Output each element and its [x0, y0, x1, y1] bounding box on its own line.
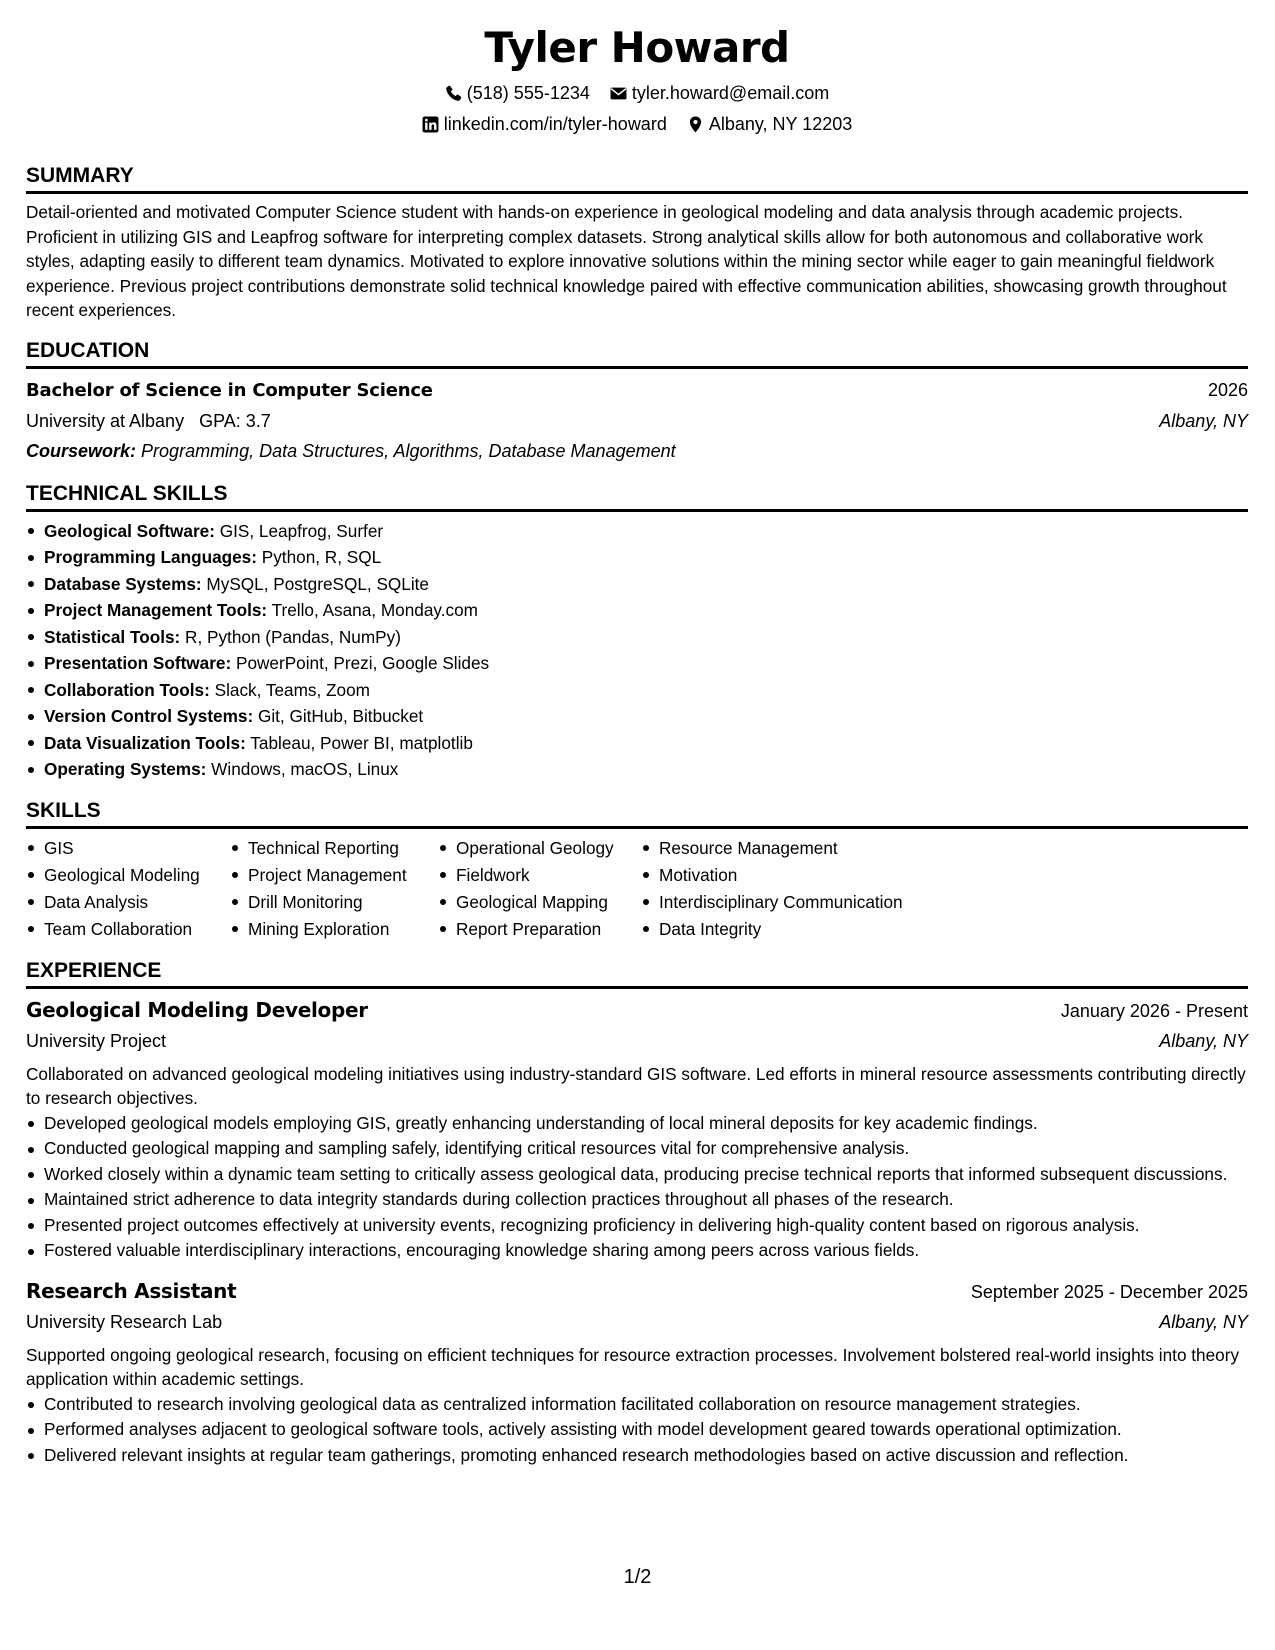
- skill-label: Database Systems:: [44, 573, 202, 594]
- list-item: Project Management: [248, 862, 438, 889]
- school-name: University at Albany: [26, 410, 185, 431]
- experience-section: [26, 957, 1248, 1469]
- experience-entry-1: [26, 995, 1248, 1264]
- email-text[interactable]: tyler.howard@email.com: [631, 83, 830, 103]
- contact-phone: [445, 78, 590, 109]
- list-item: Fieldwork: [456, 862, 641, 889]
- summary-text: Detail-oriented and motivated Computer Science student with hands-on experience in geological modeling and data analysis through academic projects. Proficient in utilizing GIS and Leapfrog software for interpreting complex datasets. Strong analytical skills allow for both autonomous and collaborative work styles, adapting easily to different team dynamics. Motivated to explore innovative solutions within the mining sector while eager to gain meaningful fieldwork experience. Previous project contributions demonstrate solid technical knowledge paired with effective communication abilities, showcasing growth throughout recent experiences.: [26, 202, 1227, 320]
- skill-value: Tableau, Power BI, matplotlib: [250, 732, 473, 753]
- list-item: Presented project outcomes effectively at university events, recognizing proficiency in delivering high-quality content based on rigorous analysis.: [44, 1213, 1248, 1239]
- coursework-label: Coursework:: [26, 440, 137, 461]
- list-item: Fostered valuable interdisciplinary interactions, encouraging knowledge sharing among peers across various fields.: [44, 1238, 1248, 1264]
- job-org-row: [26, 1307, 1248, 1337]
- gpa: GPA: 3.7: [199, 410, 271, 431]
- school-info: [26, 406, 271, 436]
- list-item: Contributed to research involving geological data as centralized information facilitated collaboration on resource management strategies.: [44, 1392, 1248, 1418]
- skill-label: Collaboration Tools:: [44, 679, 210, 700]
- technical-skills-section: [26, 480, 1248, 783]
- list-item: Data Analysis: [44, 889, 230, 916]
- technical-skills-heading: TECHNICAL SKILLS: [26, 480, 1248, 512]
- job-description: Collaborated on advanced geological modeling initiatives using industry-standard GIS software. Led efforts in mineral resource assessments contributing directly to research objectives.: [26, 1063, 1246, 1108]
- list-item: Conducted geological mapping and sampling safely, identifying critical resources vital for comprehensive analysis.: [44, 1136, 1248, 1162]
- job-location: Albany, NY: [1159, 1311, 1248, 1332]
- coursework-line: [26, 436, 1248, 466]
- list-item: Team Collaboration: [44, 916, 230, 943]
- resume-page: [26, 18, 1248, 1468]
- skills-column-1: [26, 835, 230, 943]
- skill-label: Version Control Systems:: [44, 706, 254, 726]
- candidate-name: Tyler Howard: [484, 23, 790, 72]
- education-row-1: [26, 375, 1248, 406]
- list-item: GIS: [44, 835, 230, 862]
- skill-label: Project Management Tools:: [44, 600, 268, 620]
- skill-value: GIS, Leapfrog, Surfer: [219, 520, 384, 541]
- job-description: Supported ongoing geological research, focusing on efficient techniques for resource extraction processes. Involvement bolstered real-world insights into theory application within academic settings.: [26, 1344, 1240, 1389]
- linkedin-icon: [422, 116, 439, 133]
- phone-text: (518) 555-1234: [466, 83, 590, 103]
- job-organization: University Project: [26, 1030, 167, 1051]
- list-item: [44, 650, 1248, 677]
- contact-linkedin[interactable]: [422, 109, 667, 140]
- education-section: [26, 337, 1248, 466]
- job-header-row: [26, 995, 1248, 1026]
- list-item: Technical Reporting: [248, 835, 438, 862]
- list-item: Resource Management: [659, 835, 959, 862]
- coursework-list: Programming, Data Structures, Algorithms, Database Management: [141, 440, 676, 461]
- skill-value: PowerPoint, Prezi, Google Slides: [235, 653, 490, 673]
- list-item: Worked closely within a dynamic team setting to critically assess geological data, producing precise technical reports that informed subsequent discussions.: [44, 1162, 1248, 1188]
- resume-header: [26, 18, 1248, 140]
- skills-column-3: [438, 835, 641, 943]
- skill-value: Slack, Teams, Zoom: [214, 679, 370, 700]
- skill-value: Windows, macOS, Linux: [211, 759, 399, 779]
- list-item: Drill Monitoring: [248, 889, 438, 916]
- skill-label: Geological Software:: [44, 520, 215, 541]
- summary-section: [26, 162, 1248, 323]
- job-bullets: [26, 1392, 1248, 1469]
- map-pin-icon: [687, 116, 704, 133]
- skill-value: Python, R, SQL: [261, 547, 382, 567]
- graduation-year: 2026: [1207, 379, 1248, 400]
- list-item: [44, 756, 1248, 783]
- job-location: Albany, NY: [1159, 1030, 1248, 1051]
- school-location: Albany, NY: [1159, 410, 1248, 431]
- skill-label: Programming Languages:: [44, 547, 257, 567]
- skill-label: Presentation Software:: [44, 653, 232, 673]
- list-item: [44, 624, 1248, 651]
- list-item: [44, 597, 1248, 624]
- contact-location: [687, 109, 852, 140]
- job-dates: September 2025 - December 2025: [970, 1281, 1248, 1302]
- list-item: Geological Mapping: [456, 889, 641, 916]
- job-header-row: [26, 1276, 1248, 1307]
- list-item: Motivation: [659, 862, 959, 889]
- list-item: [44, 571, 1248, 598]
- phone-icon: [445, 85, 462, 102]
- contact-line-2: [26, 109, 1248, 140]
- skill-value: Trello, Asana, Monday.com: [271, 600, 478, 620]
- skills-column-2: [230, 835, 438, 943]
- experience-heading: EXPERIENCE: [26, 957, 1248, 989]
- list-item: [44, 703, 1248, 730]
- list-item: Developed geological models employing GIS, greatly enhancing understanding of local mineral deposits for key academic findings.: [44, 1111, 1248, 1137]
- skills-grid: [26, 835, 1248, 943]
- location-text: Albany, NY 12203: [708, 114, 853, 134]
- list-item: Interdisciplinary Communication: [659, 889, 959, 916]
- list-item: Performed analyses adjacent to geological software tools, actively assisting with model development geared towards operational optimization.: [44, 1417, 1248, 1443]
- job-organization: University Research Lab: [26, 1311, 223, 1332]
- education-heading: EDUCATION: [26, 337, 1248, 369]
- linkedin-text[interactable]: linkedin.com/in/tyler-howard: [443, 114, 667, 134]
- skill-value: Git, GitHub, Bitbucket: [257, 706, 424, 726]
- list-item: Maintained strict adherence to data integrity standards during collection practices throughout all phases of the research.: [44, 1187, 1248, 1213]
- skill-label: Data Visualization Tools:: [44, 732, 246, 753]
- degree-title: Bachelor of Science in Computer Science: [26, 379, 433, 401]
- experience-entry-2: [26, 1276, 1248, 1469]
- skills-column-4: [641, 835, 959, 943]
- skill-label: Operating Systems:: [44, 759, 207, 779]
- list-item: [44, 730, 1248, 757]
- list-item: Operational Geology: [456, 835, 641, 862]
- job-dates: January 2026 - Present: [1060, 1000, 1248, 1021]
- list-item: Data Integrity: [659, 916, 959, 943]
- skill-label: Statistical Tools:: [44, 626, 181, 647]
- list-item: Delivered relevant insights at regular team gatherings, promoting enhanced research methodologies based on active discussion and reflection.: [44, 1443, 1248, 1469]
- page-number: 1/2: [623, 1566, 652, 1588]
- list-item: [44, 677, 1248, 704]
- job-bullets: [26, 1111, 1248, 1264]
- envelope-icon: [610, 85, 627, 102]
- list-item: Geological Modeling: [44, 862, 230, 889]
- list-item: [44, 518, 1248, 545]
- job-org-row: [26, 1026, 1248, 1056]
- skill-value: MySQL, PostgreSQL, SQLite: [206, 573, 429, 594]
- skill-value: R, Python (Pandas, NumPy): [185, 626, 401, 647]
- contact-line-1: [26, 78, 1248, 109]
- skills-section: [26, 797, 1248, 943]
- contact-email[interactable]: [610, 78, 829, 109]
- list-item: [44, 544, 1248, 571]
- list-item: Mining Exploration: [248, 916, 438, 943]
- list-item: Report Preparation: [456, 916, 641, 943]
- summary-heading: SUMMARY: [26, 162, 1248, 194]
- technical-skills-list: [26, 518, 1248, 783]
- job-title: Geological Modeling Developer: [26, 997, 368, 1022]
- education-row-2: [26, 406, 1248, 436]
- job-title: Research Assistant: [26, 1278, 237, 1303]
- skills-heading: SKILLS: [26, 797, 1248, 829]
